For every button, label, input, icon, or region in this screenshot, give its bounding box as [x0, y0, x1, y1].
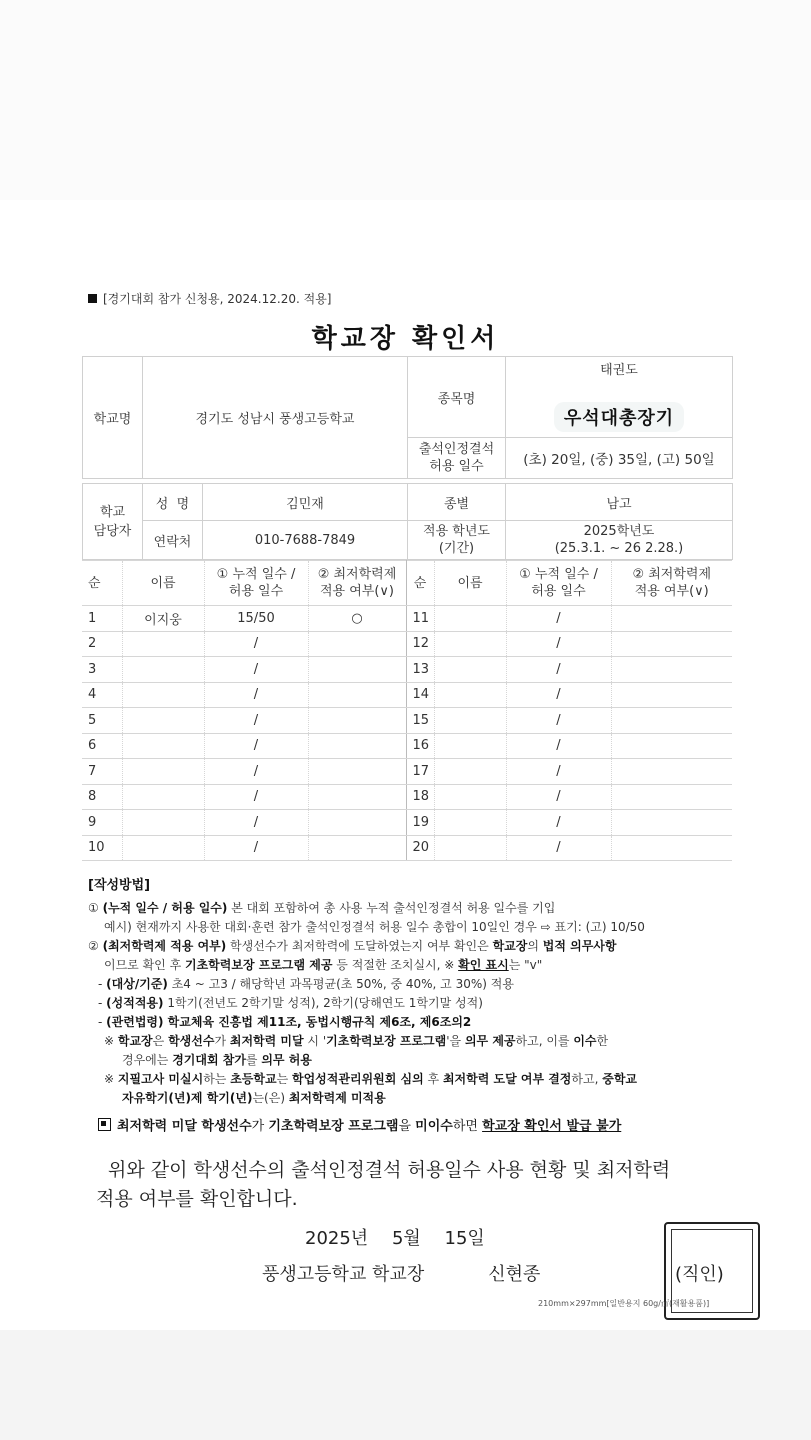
instr-text: 는 "v" [508, 958, 543, 972]
table-row [82, 606, 732, 632]
type-value: 남고 [506, 484, 733, 521]
table-row [82, 759, 732, 785]
row-number: 11 [406, 606, 434, 632]
instruction-line-6 [88, 994, 738, 1013]
row-number: 19 [406, 810, 434, 836]
athlete-name [434, 784, 506, 810]
instr-bold: 학업성적관리위원회 심의 [292, 1072, 424, 1086]
athlete-name: 이지웅 [122, 606, 204, 632]
row-number: 7 [82, 759, 122, 785]
min-standard-mark [611, 733, 732, 759]
days-used: / [506, 810, 611, 836]
blank-bottom-area [0, 1330, 811, 1440]
row-number: 20 [406, 835, 434, 861]
days-used: / [204, 784, 308, 810]
instruction-line-2: 예시) 현재까지 사용한 대회·훈련 참가 출석인정결석 허용 일수 총합이 10일인 경우 ⇨ 표기: (고) 10/50 [104, 920, 645, 934]
instr-bold: 경기대회 참가 [172, 1053, 246, 1067]
square-bullet-icon [88, 294, 97, 303]
instr-text: 이므로 확인 후 [104, 958, 185, 972]
warn-text: 하면 [452, 1119, 483, 1134]
instr-bold: 자유학기(년)제 학기(년) [122, 1091, 253, 1105]
warn-bold: 기초학력보장 프로그램 [268, 1119, 399, 1134]
instr-bold: 중학교 [602, 1072, 638, 1086]
header-note-text: [경기대회 참가 신청용, 2024.12.20. 적용] [103, 292, 332, 306]
instruction-line-4 [88, 956, 738, 975]
circled-one: ① [88, 901, 103, 915]
table-row [82, 682, 732, 708]
instr-bold: 학교장 [492, 939, 528, 953]
instr-text: - [98, 1015, 107, 1029]
instr-text: 초4 ~ 고3 / 해당학년 과목평균(초 50%, 중 40%, 고 30%) 적용 [167, 977, 514, 991]
col-no-left: 순 [82, 561, 122, 606]
instr-text: 가 [214, 1034, 230, 1048]
row-number: 2 [82, 631, 122, 657]
instr-text: 의 [527, 939, 543, 953]
year-label-line2: (기간) [438, 541, 475, 556]
min-standard-mark [611, 784, 732, 810]
attendance-label-line2: 허용 일수 [429, 459, 484, 474]
instr-bold: 의무 제공 [464, 1034, 516, 1048]
principal-name: 신현종 [488, 1264, 541, 1285]
athlete-name [122, 657, 204, 683]
min-standard-mark [611, 606, 732, 632]
days-used: / [204, 759, 308, 785]
instr-bold: 법적 의무사항 [542, 939, 617, 953]
instr-text: 한 [596, 1034, 609, 1048]
year-value-line1: 2025학년도 [583, 524, 655, 539]
instr-bold: 의무 허용 [261, 1053, 312, 1067]
days-used: 15/50 [204, 606, 308, 632]
min-standard-mark [308, 708, 406, 734]
year-value [506, 521, 733, 560]
instr-text: 본 대회 포함하여 총 사용 누적 출석인정결석 허용 일수를 기입 [227, 901, 556, 915]
document-title: 학교장 확인서 [311, 324, 500, 354]
table-row [82, 784, 732, 810]
instruction-line-5 [88, 975, 738, 994]
instr-text: - [98, 977, 107, 991]
warning-notice [98, 1115, 621, 1134]
col-days-right [506, 561, 611, 606]
min-standard-mark [308, 682, 406, 708]
confirmation-statement [96, 1156, 746, 1214]
col-min-right-line2: 적용 여부(∨) [634, 584, 709, 599]
date-year: 2025년 [305, 1228, 369, 1249]
instr-bold: 학생선수 [168, 1034, 215, 1048]
days-used: / [506, 657, 611, 683]
warn-bold: 미이수 [415, 1119, 453, 1134]
instr-bold: 기초학력보장 프로그램 [326, 1034, 447, 1048]
col-days-right-line2: 허용 일수 [531, 584, 586, 599]
circled-two: ② [88, 939, 103, 953]
days-used: / [506, 631, 611, 657]
year-value-line2: (25.3.1. ~ 26 2.28.) [554, 541, 684, 556]
days-used: / [506, 784, 611, 810]
event-value-cell [506, 397, 733, 438]
instr-bold: 이수 [573, 1034, 597, 1048]
instr-text: 하고, [571, 1072, 603, 1086]
row-number: 14 [406, 682, 434, 708]
col-min-right-line1: ② 최저학력제 [632, 567, 712, 582]
min-standard-mark [611, 759, 732, 785]
col-min-left-line1: ② 최저학력제 [317, 567, 397, 582]
event-value-handwritten: 우석대총장기 [554, 402, 684, 432]
min-standard-mark [611, 708, 732, 734]
confirm-line-1: 위와 같이 학생선수의 출석인정결석 허용일수 사용 현황 및 최저학력 [108, 1159, 671, 1181]
col-name-right: 이름 [434, 561, 506, 606]
attendance-value: (초) 20일, (중) 35일, (고) 50일 [506, 438, 733, 479]
min-standard-mark [308, 835, 406, 861]
instr-text: 는(은) [252, 1091, 289, 1105]
table-row [82, 733, 732, 759]
table-row [82, 657, 732, 683]
col-min-left-line2: 적용 여부(∨) [319, 584, 395, 599]
instr-text: 는 [276, 1072, 292, 1086]
confirm-line-2: 적용 여부를 확인합니다. [96, 1188, 298, 1210]
days-used: / [204, 708, 308, 734]
col-days-right-line1: ① 누적 일수 / [519, 567, 598, 582]
date-month: 5월 [391, 1228, 421, 1249]
instruction-line-1 [88, 899, 738, 918]
row-number: 16 [406, 733, 434, 759]
days-used: / [204, 810, 308, 836]
issue-date [305, 1224, 485, 1250]
instr-text: 은 [152, 1034, 169, 1048]
info-table [82, 356, 733, 560]
warn-bold: 최저학력 미달 학생선수 [117, 1119, 252, 1134]
athlete-name [122, 631, 204, 657]
min-standard-mark [611, 810, 732, 836]
instr-text: 시 ' [303, 1034, 327, 1048]
instr-bold: 초등학교 [230, 1072, 277, 1086]
boxed-square-icon [98, 1118, 111, 1131]
col-min-right [611, 561, 732, 606]
min-standard-mark [611, 657, 732, 683]
athlete-name [434, 631, 506, 657]
paper-spec: 210mm×297mm[일반용지 60g/㎡(재활용품)] [538, 1299, 710, 1308]
min-standard-mark [308, 733, 406, 759]
athlete-name [434, 810, 506, 836]
principal-school: 풍생고등학교 학교장 [262, 1264, 425, 1285]
instr-bold: 최저학력제 미적용 [288, 1091, 386, 1105]
days-used: / [506, 733, 611, 759]
instruction-line-11 [88, 1089, 738, 1108]
athlete-name [434, 606, 506, 632]
instr-bold: 지필고사 미실시 [117, 1072, 204, 1086]
instruction-line-9 [88, 1051, 738, 1070]
days-used: / [204, 657, 308, 683]
name-label: 성 명 [143, 484, 203, 521]
col-days-left-line2: 허용 일수 [228, 584, 284, 599]
contact-value: 010-7688-7849 [203, 521, 408, 560]
manager-label [83, 484, 143, 560]
min-standard-mark [308, 810, 406, 836]
row-number: 15 [406, 708, 434, 734]
school-label: 학교명 [83, 357, 143, 479]
min-standard-mark [611, 835, 732, 861]
manager-label-line1: 학교 [99, 504, 126, 520]
athlete-name [434, 835, 506, 861]
min-standard-mark [308, 759, 406, 785]
attendance-label [408, 438, 506, 479]
instr-text: - [98, 996, 107, 1010]
athlete-name [122, 759, 204, 785]
instr-bold: (관련법령) 학교체육 진흥법 제11조, 동법시행규칙 제6조, 제6조의2 [106, 1015, 472, 1029]
col-min-left [308, 561, 406, 606]
seal-label: (직인) [675, 1264, 724, 1285]
instr-text: 하고, 이를 [515, 1034, 574, 1048]
instr-text: 를 [245, 1053, 262, 1067]
instr-bold: 기초학력보장 프로그램 제공 [185, 958, 333, 972]
athlete-name [122, 708, 204, 734]
table-row [82, 708, 732, 734]
instr-bold: 최저학력 미달 [229, 1034, 304, 1048]
instr-text: ※ [104, 1034, 118, 1048]
min-standard-mark [611, 682, 732, 708]
instr-bold: 확인 표시 [458, 958, 509, 972]
instruction-line-7 [88, 1013, 738, 1032]
min-standard-mark [308, 784, 406, 810]
instruction-line-3 [88, 937, 738, 956]
attendance-label-line1: 출석인정결석 [418, 442, 495, 457]
row-number: 3 [82, 657, 122, 683]
date-day: 15일 [444, 1228, 485, 1249]
athlete-name [434, 708, 506, 734]
instr-text: '을 [446, 1034, 465, 1048]
row-number: 6 [82, 733, 122, 759]
instruction-line-10 [88, 1070, 738, 1089]
days-used: / [506, 708, 611, 734]
instr-text: 1학기(전년도 2학기말 성적), 2학기(당해연도 1학기말 성적) [163, 996, 483, 1010]
table-row [82, 835, 732, 861]
instr-bold: (대상/기준) [106, 977, 168, 991]
instr-text: 후 [423, 1072, 443, 1086]
athlete-name [122, 810, 204, 836]
instr-bold: (최저학력제 적용 여부) [102, 939, 227, 953]
col-days-left [204, 561, 308, 606]
instr-text: ※ [104, 1072, 118, 1086]
instruction-line-8 [88, 1032, 738, 1051]
row-number: 12 [406, 631, 434, 657]
days-used: / [506, 682, 611, 708]
instr-bold: 학교장 [117, 1034, 153, 1048]
warn-text: 가 [251, 1119, 269, 1134]
athlete-name [434, 733, 506, 759]
signature-line [262, 1260, 724, 1286]
instr-bold: 최저학력 도달 여부 결정 [442, 1072, 572, 1086]
min-standard-mark: ○ [308, 606, 406, 632]
row-number: 1 [82, 606, 122, 632]
contact-label: 연락처 [143, 521, 203, 560]
instructions-title: [작성방법] [88, 878, 151, 893]
row-number: 4 [82, 682, 122, 708]
athlete-name [122, 835, 204, 861]
event-label: 종목명 [408, 357, 506, 438]
row-number: 9 [82, 810, 122, 836]
min-standard-mark [308, 657, 406, 683]
row-number: 5 [82, 708, 122, 734]
col-no-right: 순 [406, 561, 434, 606]
days-used: / [506, 606, 611, 632]
athlete-name [122, 682, 204, 708]
athlete-name [434, 657, 506, 683]
row-number: 10 [82, 835, 122, 861]
instr-bold: (누적 일수 / 허용 일수) [102, 901, 228, 915]
year-label-line1: 적용 학년도 [423, 524, 490, 539]
athlete-roster-table [82, 560, 732, 861]
athlete-name [434, 682, 506, 708]
warn-text: 을 [398, 1119, 416, 1134]
athlete-name [122, 784, 204, 810]
table-row [82, 631, 732, 657]
days-used: / [204, 835, 308, 861]
min-standard-mark [308, 631, 406, 657]
min-standard-mark [611, 631, 732, 657]
instr-text: 경우에는 [122, 1053, 173, 1067]
col-days-left-line1: ① 누적 일수 / [216, 567, 296, 582]
year-label [408, 521, 506, 560]
instr-bold: (성적적용) [106, 996, 164, 1010]
days-used: / [506, 835, 611, 861]
row-number: 13 [406, 657, 434, 683]
table-row [82, 810, 732, 836]
athlete-name [122, 733, 204, 759]
row-number: 17 [406, 759, 434, 785]
days-used: / [506, 759, 611, 785]
days-used: / [204, 733, 308, 759]
instr-text: 하는 [203, 1072, 231, 1086]
blank-top-area [0, 0, 811, 200]
athlete-name [434, 759, 506, 785]
col-name-left: 이름 [122, 561, 204, 606]
form-header-note [88, 290, 331, 307]
days-used: / [204, 682, 308, 708]
manager-label-line2: 담당자 [93, 523, 132, 539]
row-number: 8 [82, 784, 122, 810]
row-number: 18 [406, 784, 434, 810]
instructions-section [88, 876, 738, 1108]
warn-underlined: 학교장 확인서 발급 불가 [482, 1119, 622, 1134]
name-value: 김민재 [203, 484, 408, 521]
school-value: 경기도 성남시 풍생고등학교 [143, 357, 408, 479]
type-label: 종별 [408, 484, 506, 521]
days-used: / [204, 631, 308, 657]
instr-text: 학생선수가 최저학력에 도달하였는지 여부 확인은 [226, 939, 493, 953]
event-value-top: 태권도 [506, 357, 733, 398]
instr-text: 등 적절한 조치실시, ※ [332, 958, 459, 972]
